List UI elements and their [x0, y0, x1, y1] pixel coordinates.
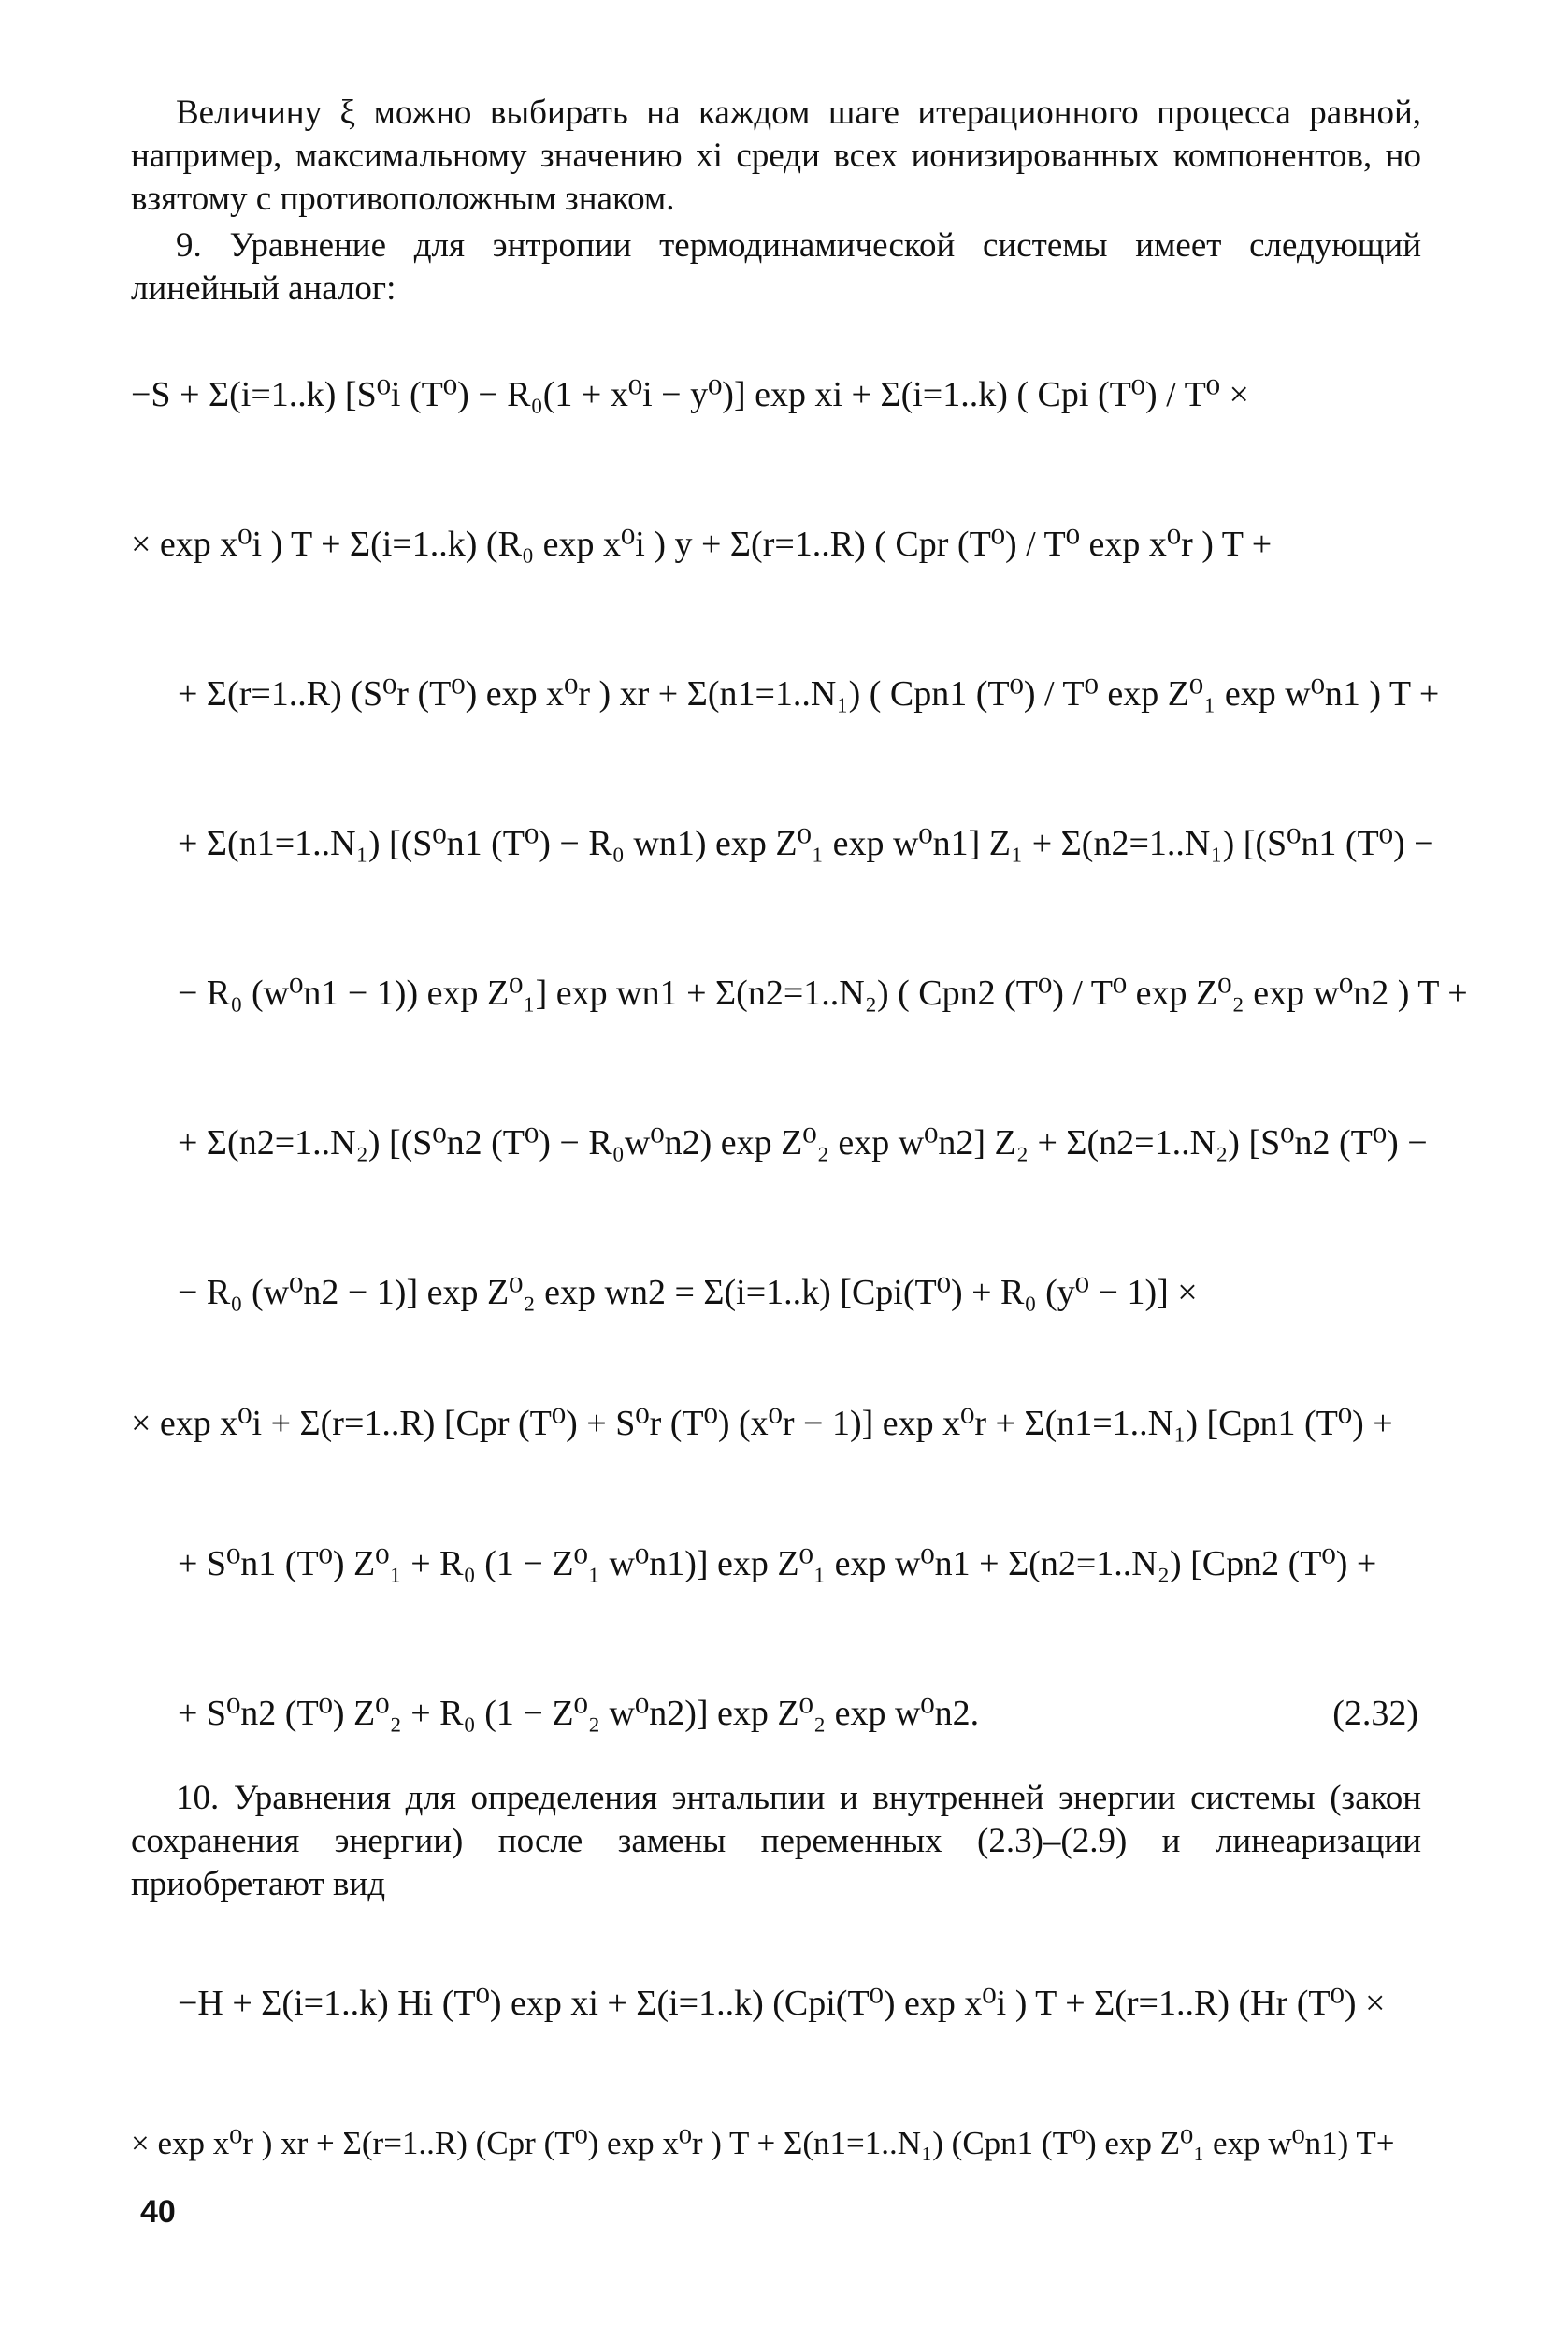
entropy-eq-line-6: + Σ(n2=1..N₂) [(S⁰n2 (T⁰) − R₀w⁰n2) exp Z⁰₂ exp w⁰n2] Z₂ + Σ(n2=1..N₂) [S⁰n2 (T⁰) −: [178, 1123, 1428, 1163]
paragraph-entropy-intro: 9. Уравнение для энтропии термодинамической системы имеет следующий линейный аналог:: [131, 226, 1421, 308]
enthalpy-eq-line-1: −H + Σ(i=1..k) Hi (T⁰) exp xi + Σ(i=1..k) (Cpi(T⁰) exp x⁰i ) T + Σ(r=1..R) (Hr (T⁰) ×: [178, 1984, 1386, 2023]
entropy-eq-line-10: + S⁰n2 (T⁰) Z⁰₂ + R₀ (1 − Z⁰₂ w⁰n2)] exp Z⁰₂ exp w⁰n2.: [178, 1694, 980, 1733]
entropy-eq-line-3: + Σ(r=1..R) (S⁰r (T⁰) exp x⁰r ) xr + Σ(n1=1..N₁) ( Cpn1 (T⁰) / T⁰ exp Z⁰₁ exp w⁰n1 ) T +: [178, 674, 1440, 714]
page-number: 40: [140, 2194, 176, 2230]
enthalpy-eq-line-2: × exp x⁰r ) xr + Σ(r=1..R) (Cpr (T⁰) exp x⁰r ) T + Σ(n1=1..N₁) (Cpn1 (T⁰) exp Z⁰₁ exp w⁰n1) T+: [131, 2125, 1395, 2161]
entropy-eq-line-1: −S + Σ(i=1..k) [S⁰i (T⁰) − R₀(1 + x⁰i − y⁰)] exp xi + Σ(i=1..k) ( Cpi (T⁰) / T⁰ ×: [131, 375, 1249, 414]
entropy-eq-line-4: + Σ(n1=1..N₁) [(S⁰n1 (T⁰) − R₀ wn1) exp Z⁰₁ exp w⁰n1] Z₁ + Σ(n2=1..N₁) [(S⁰n1 (T⁰) −: [178, 824, 1434, 863]
entropy-eq-line-2: × exp x⁰i ) T + Σ(i=1..k) (R₀ exp x⁰i ) y + Σ(r=1..R) ( Cpr (T⁰) / T⁰ exp x⁰r ) T +: [131, 525, 1273, 564]
entropy-eq-line-7: − R₀ (w⁰n2 − 1)] exp Z⁰₂ exp wn2 = Σ(i=1..k) [Cpi(T⁰) + R₀ (y⁰ − 1)] ×: [178, 1273, 1198, 1312]
entropy-eq-line-9: + S⁰n1 (T⁰) Z⁰₁ + R₀ (1 − Z⁰₁ w⁰n1)] exp Z⁰₁ exp w⁰n1 + Σ(n2=1..N₂) [Cpn2 (T⁰) +: [178, 1544, 1377, 1583]
paragraph-enthalpy-intro: 10. Уравнения для определения энтальпии и внутренней энергии системы (закон сохранения энергии) после замены переменных (2.3)–(2.9) и линеаризации приобретают вид: [131, 1779, 1421, 1903]
entropy-eq-line-5: − R₀ (w⁰n1 − 1)) exp Z⁰₁] exp wn1 + Σ(n2=1..N₂) ( Cpn2 (T⁰) / T⁰ exp Z⁰₂ exp w⁰n2 ) T +: [178, 974, 1468, 1013]
paragraph-xi-choice: Величину ξ можно выбирать на каждом шаге итерационного процесса равной, например, максимальному значению xi среди всех ионизированных компонентов, но взятому с противоположным знаком.: [131, 94, 1421, 218]
entropy-eq-line-8: × exp x⁰i + Σ(r=1..R) [Cpr (T⁰) + S⁰r (T⁰) (x⁰r − 1)] exp x⁰r + Σ(n1=1..N₁) [Cpn1 (T⁰) +: [131, 1404, 1393, 1443]
equation-number: (2.32): [1332, 1694, 1418, 1733]
